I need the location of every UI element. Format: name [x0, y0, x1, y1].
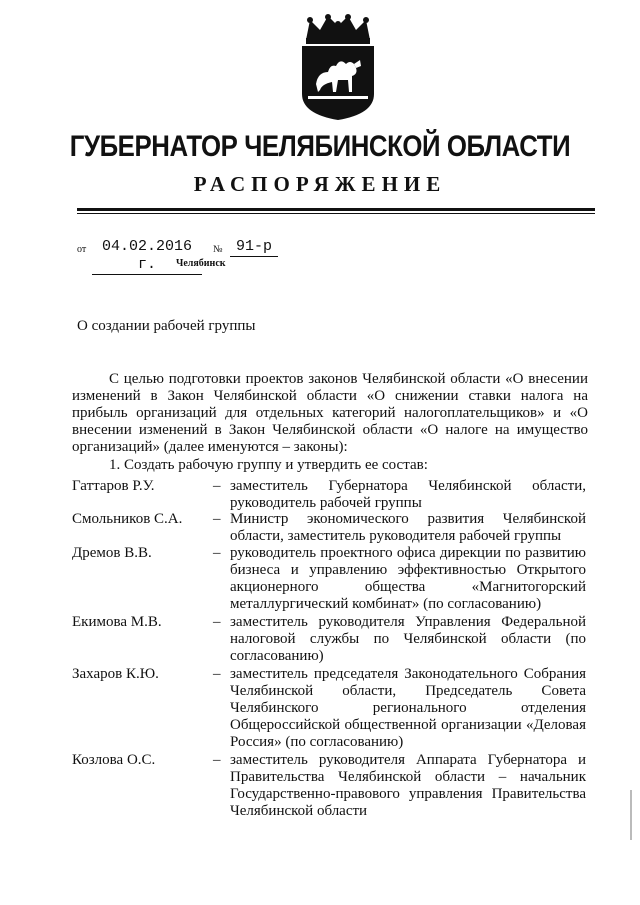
member-role: заместитель Губернатора Челябинской области, руководитель рабочей группы	[230, 478, 586, 511]
member-name: Екимова М.В.	[72, 614, 162, 630]
member-name: Гаттаров Р.У.	[72, 478, 155, 494]
preamble-paragraph: С целью подготовки проектов законов Челябинской области «О внесении изменений в Закон Челябинской области «О снижении ставки налога на прибыль организаций для отдельных категорий налогоплательщиков» и «О внесении изменений в Закон Челябинской области «О налоге на имущество организаций» (далее именуются – законы):	[72, 371, 588, 455]
coat-of-arms-emblem	[298, 14, 378, 120]
document-date: 04.02.2016 г.	[92, 238, 202, 275]
member-role: заместитель председателя Законодательного Собрания Челябинской области, Председатель Совета Челябинского регионального отделения Общероссийской общественной организации «Деловая Россия» (по согласованию)	[230, 666, 586, 750]
member-name: Дремов В.В.	[72, 545, 152, 561]
member-role: заместитель руководителя Управления Федеральной налоговой службы по Челябинской области (по согласованию)	[230, 614, 586, 664]
document-number: 91-р	[230, 238, 278, 257]
member-name: Смольников С.А.	[72, 511, 183, 527]
member-dash: –	[213, 614, 221, 630]
member-dash: –	[213, 666, 221, 682]
member-name: Захаров К.Ю.	[72, 666, 159, 682]
member-role: руководитель проектного офиса дирекции по развитию бизнеса и управлению эффективностью Открытого акционерного общества «Магнитогорский металлургический комбинат» (по согласованию)	[230, 545, 586, 612]
date-prefix: от	[77, 244, 87, 255]
city-name: Челябинск	[176, 258, 226, 269]
member-dash: –	[213, 511, 221, 527]
document-type-title: РАСПОРЯЖЕНИЕ	[193, 172, 447, 196]
number-prefix: №	[213, 244, 223, 255]
member-role: заместитель руководителя Аппарата Губернатора и Правительства Челябинской области – начальник Государственно-правового управления Правительства Челябинской области	[230, 752, 586, 819]
scan-edge-mark	[630, 790, 632, 840]
header-rule-thin	[77, 213, 595, 214]
member-dash: –	[213, 478, 221, 494]
member-name: Козлова О.С.	[72, 752, 156, 768]
member-role: Министр экономического развития Челябинской области, заместитель руководителя рабочей группы	[230, 511, 586, 544]
member-dash: –	[213, 545, 221, 561]
document-subject: О создании рабочей группы	[77, 318, 256, 334]
member-dash: –	[213, 752, 221, 768]
item-1-text: 1. Создать рабочую группу и утвердить ее состав:	[109, 457, 428, 473]
header-rule-thick	[77, 208, 595, 211]
authority-title: ГУБЕРНАТОР ЧЕЛЯБИНСКОЙ ОБЛАСТИ	[69, 130, 571, 163]
